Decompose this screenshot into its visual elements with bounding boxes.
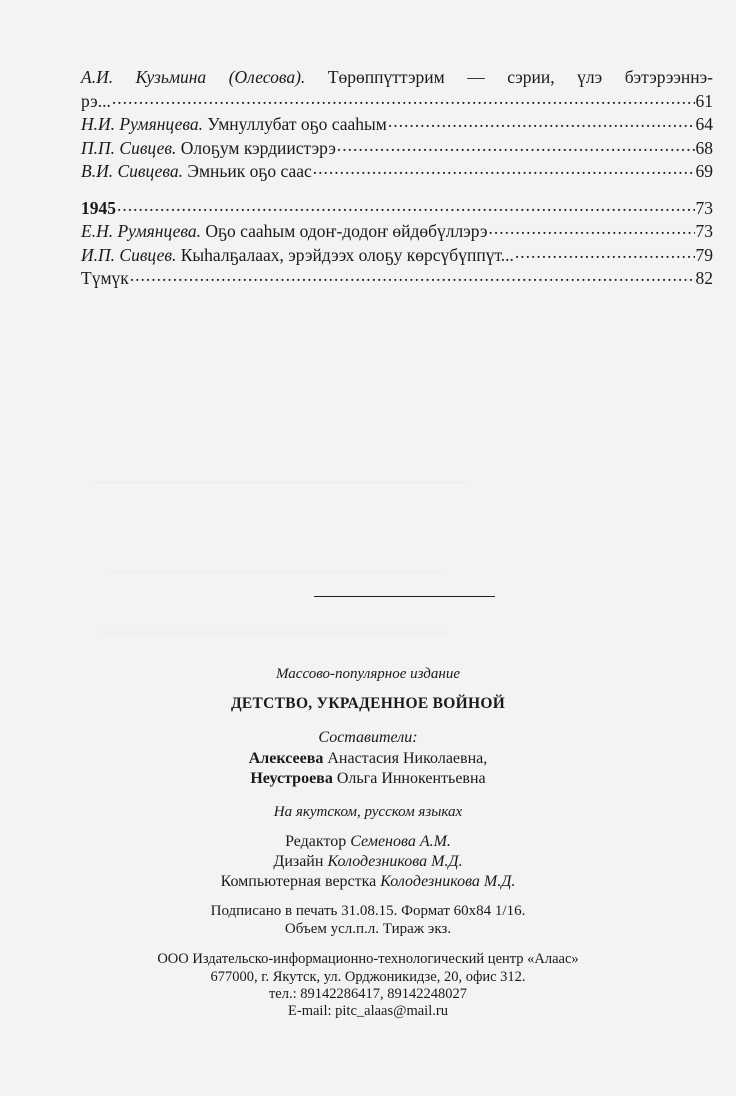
- section-divider: [314, 596, 495, 597]
- toc-author: В.И. Сивцева.: [81, 161, 184, 181]
- toc-page-number: 64: [695, 114, 713, 134]
- toc-page-number: 61: [695, 90, 713, 111]
- editor-credit: [0, 833, 736, 851]
- toc-dot-leader: [488, 220, 694, 238]
- volume-info: Объем усл.п.л. Тираж экз.: [284, 921, 452, 937]
- toc-title: Олоҕум кэрдиистэрэ: [180, 137, 336, 158]
- toc-dot-leader: [515, 243, 695, 261]
- compiler-surname: Неустроева: [250, 770, 333, 787]
- compiler-surname: Алексеева: [248, 750, 324, 767]
- design-credit: [0, 853, 736, 871]
- toc-author: П.П. Сивцев.: [81, 137, 177, 158]
- toc-dot-leader: [313, 160, 695, 178]
- editor-label: Редактор: [285, 833, 347, 850]
- toc-title: Төрөппүттэрим — сэрии, үлэ бэтэрээннэ-: [327, 67, 713, 87]
- toc-title: Кыһалҕалаах, эрэйдээх олоҕу көрсүбүппүт...: [180, 244, 514, 265]
- toc-entry: [81, 113, 713, 137]
- toc-entry: [81, 160, 713, 184]
- publisher-phones: тел.: 89142286417, 89142248027: [268, 986, 468, 1002]
- bleed-through-text: ...................................................................................: [110, 560, 442, 577]
- toc-title-continued: рэ...: [81, 90, 111, 111]
- publisher-address: 677000, г. Якутск, ул. Орджоникидзе, 20, офис 312.: [210, 969, 526, 985]
- bleed-through-text: ...............................................................................................: [90, 470, 470, 487]
- toc-entry: [81, 220, 713, 244]
- design-label: Дизайн: [273, 853, 324, 870]
- toc-title: Оҕо сааһым одоҥ-додоҥ өйдөбүллэрэ: [205, 221, 488, 241]
- book-title: ДЕТСТВО, УКРАДЕННОЕ ВОЙНОЙ: [230, 695, 506, 712]
- toc-dot-leader: [112, 89, 695, 107]
- toc-entry: [81, 136, 713, 160]
- toc-dot-leader: [337, 136, 695, 154]
- toc-author: А.И. Кузьмина (Олесова).: [81, 67, 306, 87]
- compiler-given-name: Ольга Иннокентьевна: [336, 770, 486, 787]
- compiler-given-name: Анастасия Николаевна,: [327, 750, 488, 767]
- toc-title: Түмүк: [81, 268, 129, 288]
- toc-title: Умнуллубат оҕо сааһым: [207, 114, 387, 134]
- design-name: Колодезникова М.Д.: [327, 853, 463, 870]
- bleed-through-text: .......................................................................................: [100, 620, 448, 637]
- toc-entry: [81, 243, 713, 267]
- toc-entry-first-line: [81, 66, 713, 89]
- compilers-label: Составители:: [318, 729, 418, 746]
- print-signed-info: Подписано в печать 31.08.15. Формат 60х84 1/16.: [210, 903, 526, 919]
- toc-entry: [81, 66, 713, 113]
- compiler-1: [0, 750, 736, 768]
- toc-page-number: 73: [695, 197, 713, 218]
- publisher-email: E-mail: pitc_alaas@mail.ru: [288, 1003, 448, 1019]
- toc-page-number: 82: [695, 268, 713, 288]
- layout-name: Колодезникова М.Д.: [380, 873, 516, 890]
- toc-dot-leader: [130, 267, 695, 285]
- toc-dot-leader: [117, 196, 695, 214]
- toc-title: Эмньик оҕо саас: [187, 161, 312, 181]
- toc-section-year: 1945: [81, 197, 116, 218]
- editor-name: Семенова А.М.: [350, 833, 451, 850]
- table-of-contents: [81, 66, 713, 290]
- toc-author: Е.Н. Румянцева.: [81, 221, 202, 241]
- toc-page-number: 68: [695, 137, 713, 158]
- toc-conclusion: [81, 267, 713, 291]
- toc-author: И.П. Сивцев.: [81, 244, 177, 265]
- layout-credit: [0, 873, 736, 891]
- toc-page-number: 73: [695, 221, 713, 241]
- toc-dot-leader: [388, 113, 695, 131]
- publisher-name: ООО Издательско-информационно-технологический центр «Алаас»: [157, 951, 579, 967]
- toc-page-number: 69: [695, 161, 713, 181]
- edition-type: Массово-популярное издание: [276, 666, 460, 682]
- toc-section-1945: [81, 196, 713, 220]
- toc-author: Н.И. Румянцева.: [81, 114, 203, 134]
- layout-label: Компьютерная верстка: [220, 873, 377, 890]
- toc-page-number: 79: [695, 244, 713, 265]
- languages-note: На якутском, русском языках: [273, 804, 463, 820]
- compiler-2: [0, 770, 736, 788]
